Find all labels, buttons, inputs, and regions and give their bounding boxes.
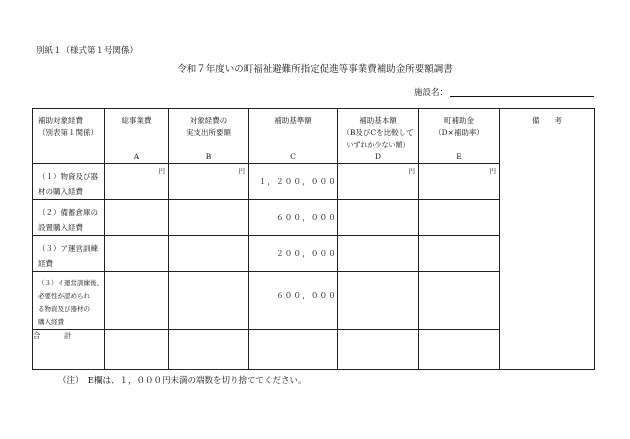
- expense-item-cell: [33, 200, 105, 236]
- column-header-base-amount: [338, 109, 419, 164]
- total-cost-total-cell[interactable]: [105, 330, 169, 370]
- budget-table: [32, 108, 595, 370]
- table-header-row: [33, 109, 595, 164]
- header-line: （D×補助率）: [434, 128, 484, 137]
- total-label: 合 計: [33, 330, 105, 370]
- header-line: 補助基準額: [274, 116, 312, 125]
- yen-unit: 円: [489, 167, 496, 175]
- expense-item-name: [33, 236, 104, 271]
- column-header-remarks: [500, 109, 595, 370]
- standard-amount-total-cell[interactable]: [249, 330, 338, 370]
- actual-expenditure-cell[interactable]: [169, 164, 249, 200]
- item-line: る物資及び器材の: [38, 305, 90, 313]
- column-header-standard-amount: [249, 109, 338, 164]
- expense-item-cell: [33, 164, 105, 200]
- base-amount-total-cell[interactable]: [338, 330, 419, 370]
- item-line: （３）イ運営訓練後、: [38, 279, 103, 287]
- form-reference: 別紙１（様式第１号関係）: [36, 46, 139, 56]
- column-letter: E: [456, 152, 462, 161]
- expense-item-cell: [33, 272, 105, 330]
- header-line: 実支出所要額: [186, 128, 231, 137]
- item-line: （３）ア運営訓練: [38, 244, 98, 253]
- standard-amount-cell: ２００，０００: [249, 236, 338, 272]
- base-amount-cell[interactable]: [338, 236, 419, 272]
- column-header-town-subsidy: [419, 109, 500, 164]
- facility-name-label: 施設名：: [414, 88, 449, 98]
- base-amount-cell[interactable]: [338, 164, 419, 200]
- header-line: （別表第１関係）: [38, 128, 98, 137]
- town-subsidy-cell[interactable]: [419, 272, 500, 330]
- expense-item-name: [33, 200, 104, 235]
- header-line: 補助対象経費: [38, 116, 83, 125]
- column-letter: A: [133, 152, 140, 161]
- town-subsidy-cell[interactable]: [419, 200, 500, 236]
- standard-amount-cell: ６００，０００: [249, 200, 338, 236]
- header-line: （B及びCを比較して: [342, 128, 414, 137]
- yen-unit: 円: [238, 167, 245, 175]
- item-line: （１）物資及び器: [38, 172, 98, 181]
- item-line: 必要性が認められ: [38, 292, 90, 300]
- item-line: 経費: [38, 259, 53, 268]
- header-line: いずれか少ない額）: [346, 141, 410, 149]
- item-line: 購入経費: [38, 318, 64, 326]
- town-subsidy-cell[interactable]: [419, 164, 500, 200]
- column-header-expense-item: [33, 109, 105, 164]
- header-line: 町補助金: [444, 116, 474, 125]
- actual-expenditure-total-cell[interactable]: [169, 330, 249, 370]
- total-cost-cell[interactable]: [105, 236, 169, 272]
- expense-item-name: [33, 164, 104, 199]
- document-title: 令和７年度いの町福祉避難所指定促進等事業費補助金所要額調書: [177, 64, 453, 75]
- column-header-total-project-cost: [105, 109, 169, 164]
- yen-unit: 円: [408, 167, 415, 175]
- town-subsidy-total-cell[interactable]: [419, 330, 500, 370]
- column-letter: C: [290, 152, 296, 161]
- column-header-actual-expenditure: [169, 109, 249, 164]
- town-subsidy-cell[interactable]: [419, 236, 500, 272]
- header-line: 対象経費の: [189, 116, 228, 125]
- column-letter: D: [374, 152, 381, 161]
- standard-amount-cell: １，２００，０００: [249, 164, 338, 200]
- item-line: （２）備蓄倉庫の: [38, 208, 98, 217]
- facility-name-field-line: [450, 96, 594, 97]
- actual-expenditure-cell[interactable]: [169, 200, 249, 236]
- actual-expenditure-cell[interactable]: [169, 236, 249, 272]
- total-cost-cell[interactable]: [105, 200, 169, 236]
- yen-unit: 円: [158, 167, 165, 175]
- expense-item-cell: [33, 236, 105, 272]
- header-line: 備 考: [532, 116, 562, 125]
- item-line: 材の購入経費: [38, 187, 83, 196]
- expense-item-name: [33, 272, 104, 329]
- header-line: 補助基本額: [359, 116, 397, 125]
- base-amount-cell[interactable]: [338, 200, 419, 236]
- actual-expenditure-cell[interactable]: [169, 272, 249, 330]
- column-letter: B: [205, 152, 212, 161]
- footnote: （注） E欄は、１，０００円未満の端数を切り捨ててください。: [58, 376, 307, 386]
- standard-amount-cell: ６００，０００: [249, 272, 338, 330]
- header-line: 総事業費: [121, 116, 152, 125]
- item-line: 設置購入経費: [38, 223, 83, 232]
- total-cost-cell[interactable]: [105, 272, 169, 330]
- base-amount-cell[interactable]: [338, 272, 419, 330]
- total-cost-cell[interactable]: [105, 164, 169, 200]
